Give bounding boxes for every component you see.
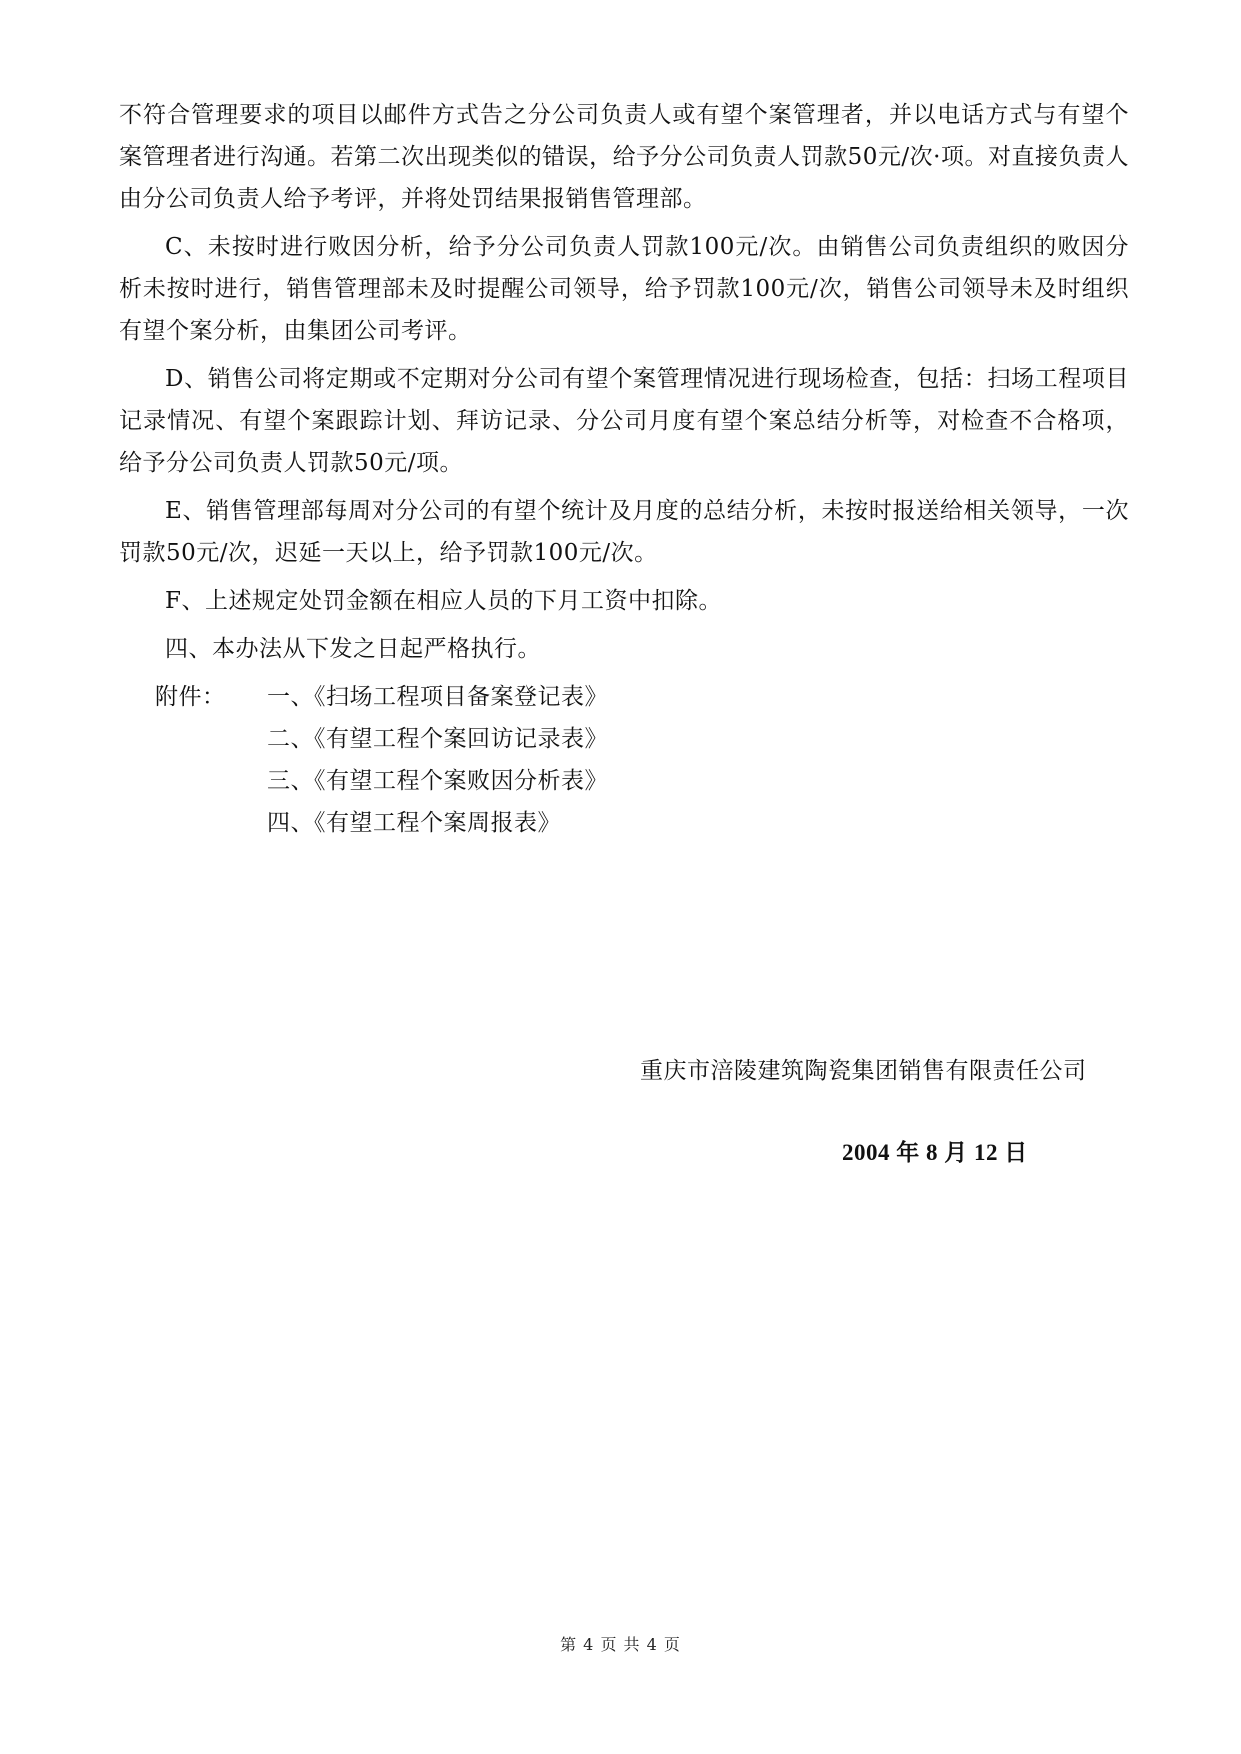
paragraph-continuation: 不符合管理要求的项目以邮件方式告之分公司负责人或有望个案管理者，并以电话方式与有望个案管理者进行沟通。若第二次出现类似的错误，给予分公司负责人罚款50元/次·项。对直接负责人由分公司负责人给予考评，并将处罚结果报销售管理部。 [119,102,1129,212]
attachment-title: 三、《有望工程个案败因分析表》 [267,768,608,794]
attachment-title: 四、《有望工程个案周报表》 [267,810,561,836]
attachment-item [119,676,1129,718]
attachment-title: 二、《有望工程个案回访记录表》 [267,726,608,752]
attachment-title: 一、《扫场工程项目备案登记表》 [267,684,608,710]
paragraph-c: C、未按时进行败因分析，给予分公司负责人罚款100元/次。由销售公司负责组织的败因分析未按时进行，销售管理部未及时提醒公司领导，给予罚款100元/次，销售公司领导未及时组织有望个案分析，由集团公司考评。 [119,234,1129,344]
page-footer: 第 4 页 共 4 页 [560,1635,681,1654]
attachments-list [119,676,1129,844]
paragraph-section-four: 四、本办法从下发之日起严格执行。 [165,636,541,662]
paragraph-f: F、上述规定处罚金额在相应人员的下月工资中扣除。 [165,588,722,614]
attachment-item [119,802,1129,844]
company-signature: 重庆市涪陵建筑陶瓷集团销售有限责任公司 [640,1058,1087,1084]
document-body [119,94,1129,844]
paragraph-d: D、销售公司将定期或不定期对分公司有望个案管理情况进行现场检查，包括：扫场工程项目记录情况、有望个案跟踪计划、拜访记录、分公司月度有望个案总结分析等，对检查不合格项，给予分公司负责人罚款50元/项。 [119,366,1129,476]
attachment-item [119,760,1129,802]
attachments-label: 附件： [155,684,226,710]
issue-date: 2004 年 8 月 12 日 [842,1140,1028,1165]
paragraph-e: E、销售管理部每周对分公司的有望个统计及月度的总结分析，未按时报送给相关领导，一次罚款50元/次，迟延一天以上，给予罚款100元/次。 [119,498,1129,566]
attachment-item [119,718,1129,760]
